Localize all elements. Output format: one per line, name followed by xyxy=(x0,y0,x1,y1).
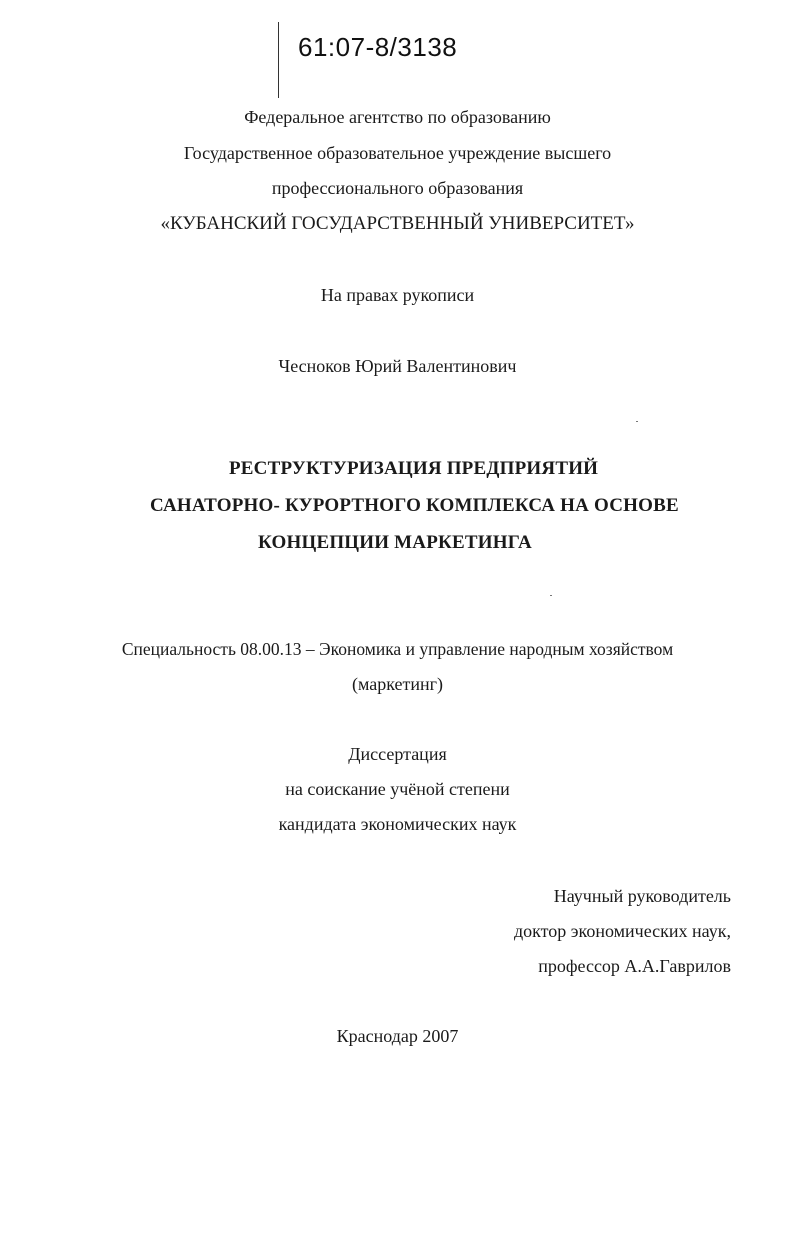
scan-speck xyxy=(550,595,552,596)
rights-note: На правах рукописи xyxy=(320,285,475,305)
specialty-field: (маркетинг) xyxy=(351,674,444,694)
specialty-code: Специальность 08.00.13 – Экономика и управление народным хозяйством xyxy=(121,639,674,659)
degree-level: кандидата экономических наук xyxy=(278,814,517,834)
degree-type: Диссертация xyxy=(348,744,447,764)
institution-education-level: профессионального образования xyxy=(271,178,524,198)
institution-university-name: «КУБАНСКИЙ ГОСУДАРСТВЕННЫЙ УНИВЕРСИТЕТ» xyxy=(160,213,635,234)
institution-agency: Федеральное агентство по образованию xyxy=(244,107,551,127)
city-year: Краснодар 2007 xyxy=(336,1026,459,1046)
scan-speck xyxy=(636,421,638,422)
supervisor-name: профессор А.А.Гаврилов xyxy=(538,956,731,976)
supervisor-degree: доктор экономических наук, xyxy=(514,921,731,941)
title-line-1: РЕСТРУКТУРИЗАЦИЯ ПРЕДПРИЯТИЙ xyxy=(229,458,599,479)
degree-purpose: на соискание учёной степени xyxy=(285,779,510,799)
stamp-divider xyxy=(278,22,279,98)
title-line-3: КОНЦЕПЦИИ МАРКЕТИНГА xyxy=(258,532,532,553)
supervisor-role: Научный руководитель xyxy=(553,886,731,906)
title-line-2: САНАТОРНО- КУРОРТНОГО КОМПЛЕКСА НА ОСНОВЕ xyxy=(150,495,679,516)
author-name: Чесноков Юрий Валентинович xyxy=(278,356,517,376)
archive-stamp-code: 61:07-8/3138 xyxy=(298,32,458,62)
institution-type: Государственное образовательное учреждение высшего xyxy=(183,143,612,163)
